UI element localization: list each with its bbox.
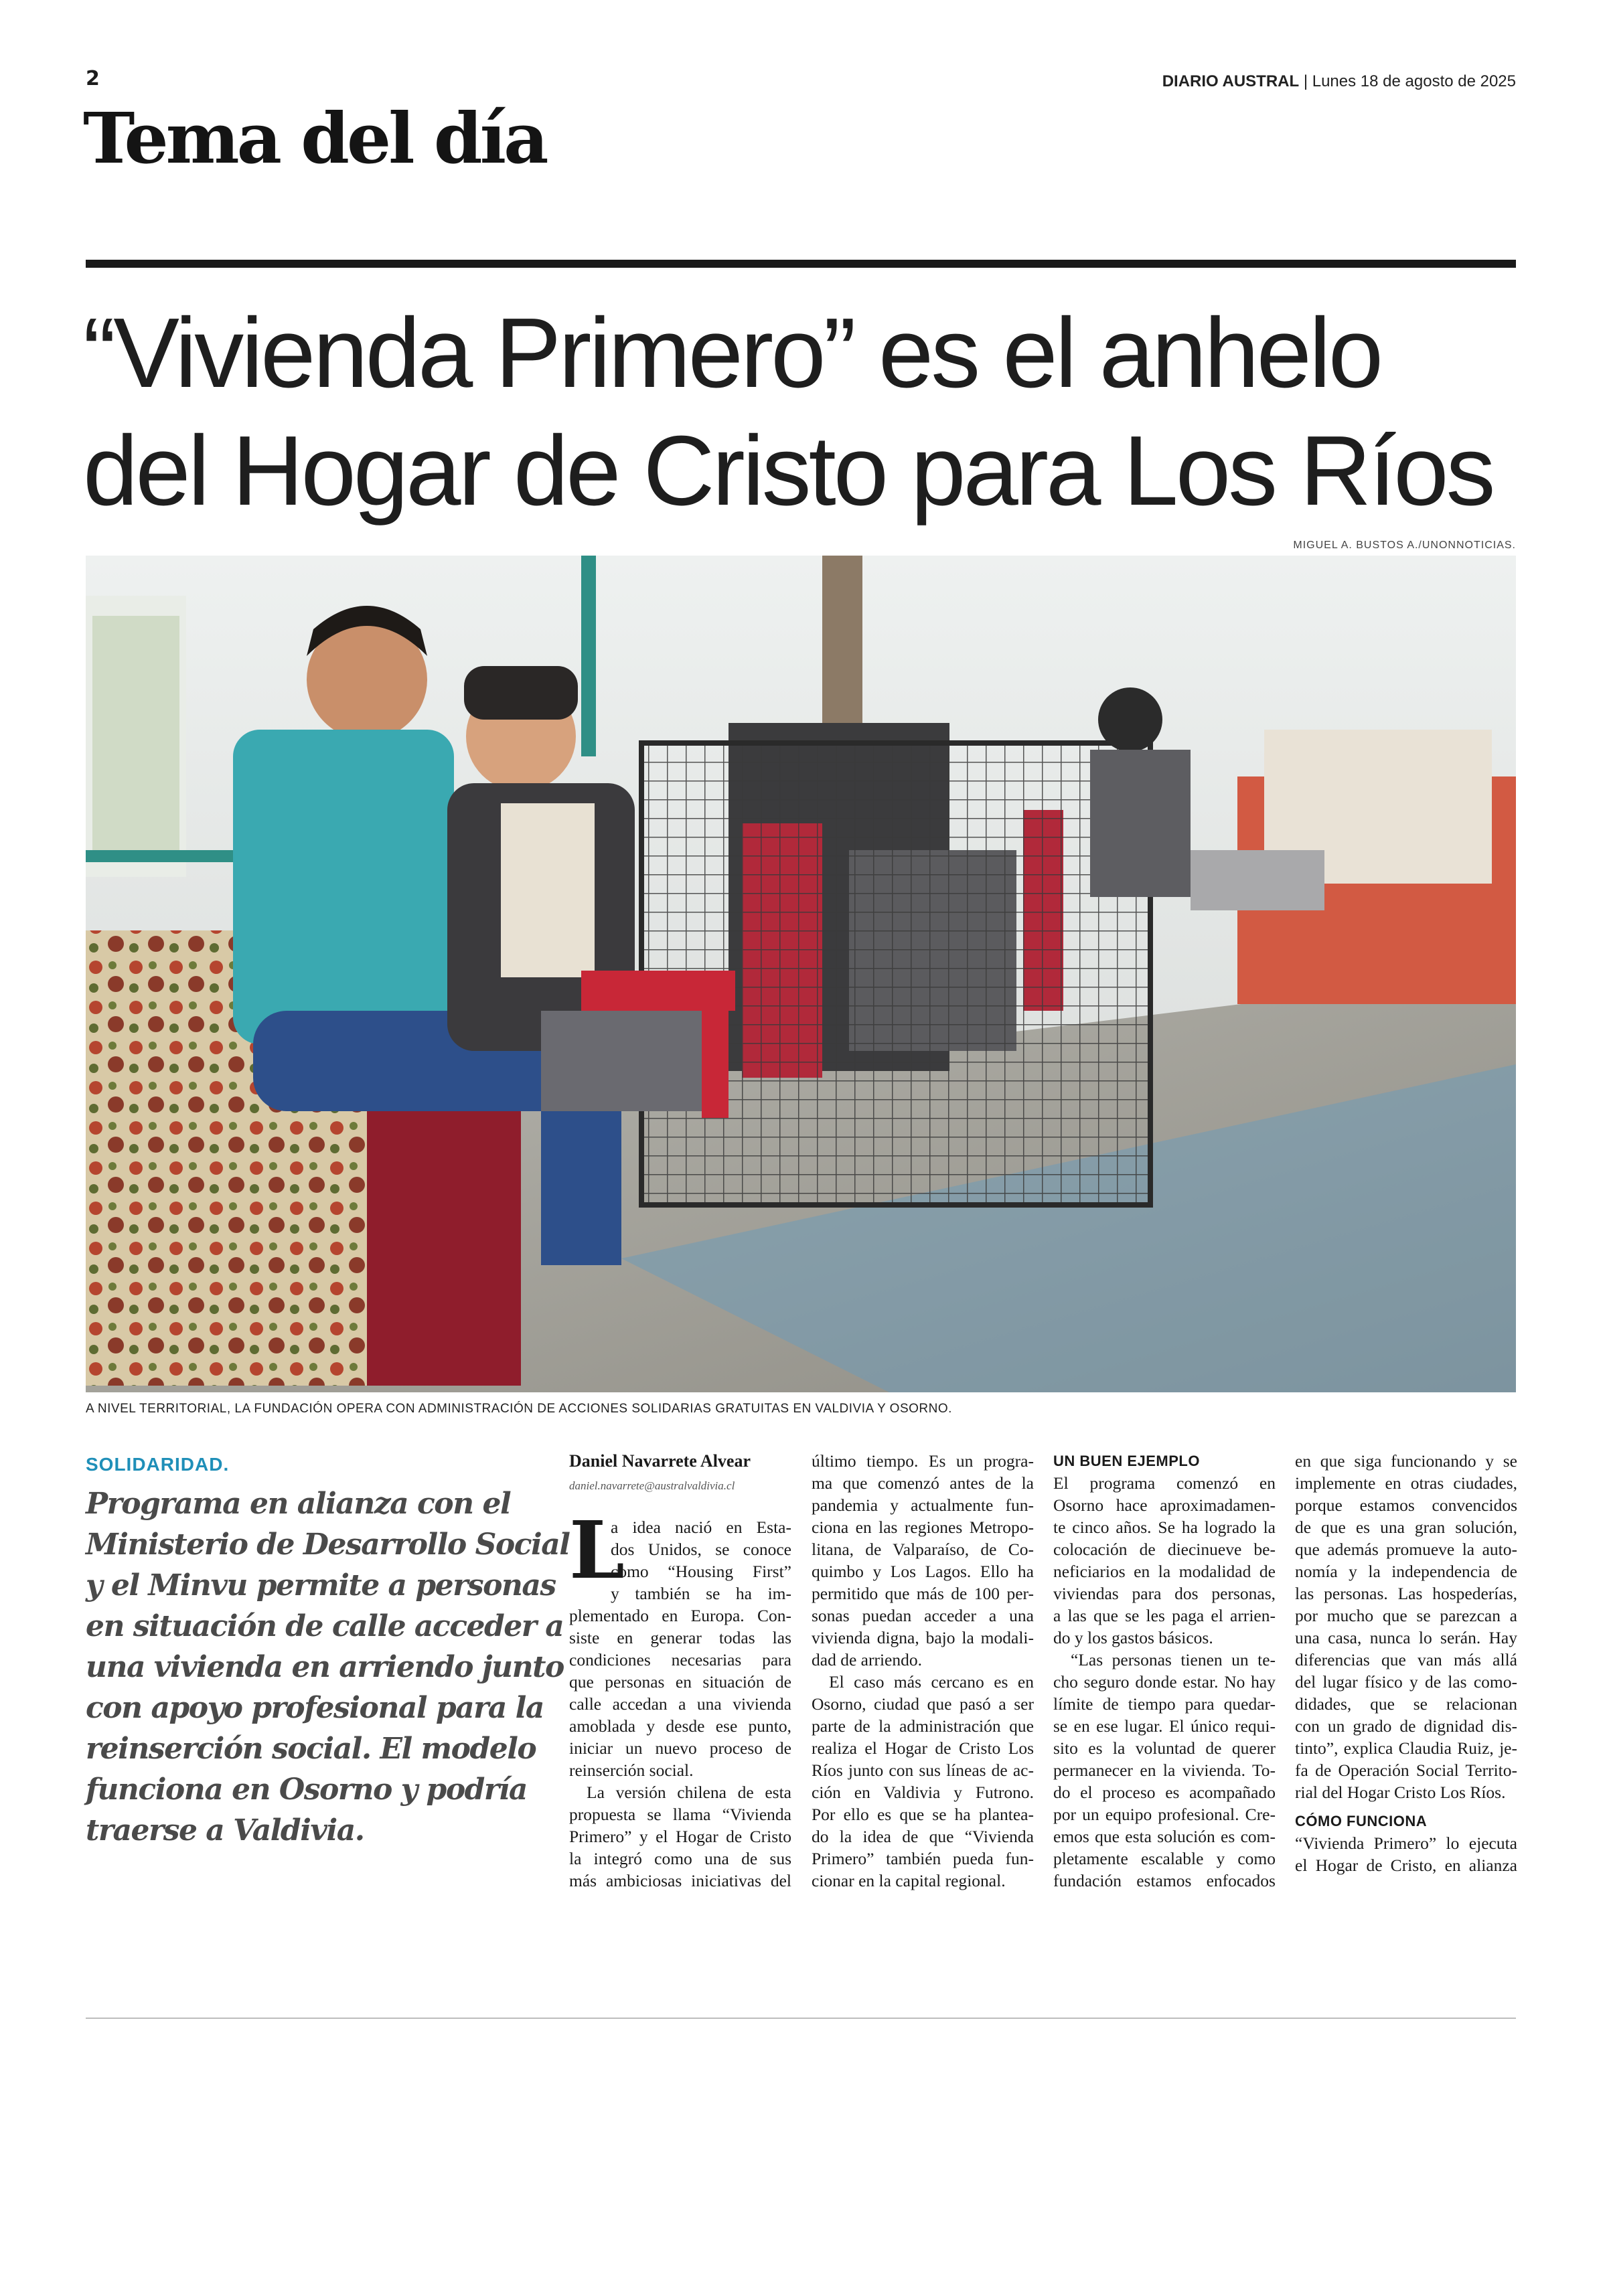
article-line: último tiempo. Es un progra-	[812, 1451, 1034, 1471]
article-line: realiza el Hogar de Cristo Los	[812, 1738, 1034, 1758]
article-line: dad de arriendo.	[812, 1650, 922, 1669]
article-line: sonas puedan acceder a una	[812, 1606, 1034, 1625]
article-line: tinto”, explica Claudia Ruiz, je-	[1295, 1738, 1517, 1758]
subhead-un-buen-ejemplo: UN BUEN EJEMPLO	[1053, 1453, 1200, 1469]
subhead-spacer	[1295, 1803, 1517, 1810]
summary-line: traerse a Valdivia.	[86, 1813, 364, 1848]
article-line: parte de la administración que	[812, 1716, 1034, 1736]
headline-line-1: “Vivienda Primero” es el anhelo	[83, 298, 1381, 408]
article-line: Primero” y el Hogar de Cristo	[569, 1827, 791, 1846]
author-email[interactable]: daniel.navarrete@australvaldivia.cl	[569, 1479, 735, 1492]
article-line: Ríos junto con sus líneas de ac-	[812, 1760, 1034, 1780]
article-line: vivienda digna, bajo la modali-	[812, 1628, 1034, 1647]
article-line: que además promueve la auto-	[1295, 1540, 1517, 1559]
article-line: más ambiciosas iniciativas del	[569, 1871, 791, 1890]
subhead-como-funciona: CÓMO FUNCIONA	[1295, 1813, 1428, 1829]
article-line: El caso más cercano es en	[829, 1672, 1034, 1692]
article-line: do el proceso es acompañado	[1053, 1783, 1276, 1802]
article-line: iniciar un nuevo proceso de	[569, 1738, 791, 1758]
article-line: del lugar físico y de las como-	[1295, 1672, 1517, 1692]
article-line: de que es una gran solución,	[1295, 1518, 1517, 1537]
headline-line-2: del Hogar de Cristo para Los Ríos	[83, 416, 1493, 526]
section-title: Tema del día	[83, 97, 546, 179]
article-line: La versión chilena de esta	[587, 1783, 791, 1802]
summary-line: funciona en Osorno y podría	[86, 1773, 527, 1807]
article-line: reinserción social.	[569, 1760, 694, 1780]
article-line: “Vivienda Primero” lo ejecuta	[1295, 1833, 1517, 1853]
article-line: Primero” también pueda fun-	[812, 1849, 1034, 1868]
article-line: el Hogar de Cristo, en alianza	[1295, 1856, 1517, 1875]
article-line: a las que se les paga el arrien-	[1053, 1606, 1276, 1625]
photo-caption: A NIVEL TERRITORIAL, LA FUNDACIÓN OPERA CON ADMINISTRACIÓN DE ACCIONES SOLIDARIAS GRATUITAS EN VALDIVIA Y OSORNO.	[86, 1402, 952, 1416]
article-line: diferencias que van más allá	[1295, 1650, 1517, 1669]
summary-line: reinserción social. El modelo	[86, 1732, 536, 1766]
article-line: calle accedan a una vivienda	[569, 1694, 791, 1714]
article-line: neficiarios en la modalidad de	[1053, 1562, 1276, 1581]
article-line: siste en generar todas las	[569, 1628, 791, 1647]
article-line: colocación de diecinueve be-	[1053, 1540, 1276, 1559]
article-line: ciona en las regiones Metropo-	[812, 1518, 1034, 1537]
article-line: do la idea de que “Vivienda	[812, 1827, 1034, 1846]
article-line: “Las personas tienen un te-	[1071, 1650, 1276, 1669]
article-line: litana, de Valparaíso, de Co-	[812, 1540, 1034, 1559]
article-line: cho seguro donde estar. No hay	[1053, 1672, 1276, 1692]
masthead-separator: |	[1299, 72, 1312, 90]
newspaper-name: DIARIO AUSTRAL	[1162, 72, 1300, 90]
article-line: cionar en la capital regional.	[812, 1871, 1006, 1890]
headline	[83, 295, 1556, 530]
drop-cap: L	[569, 1503, 625, 1596]
article-line: emos que esta solución es com-	[1053, 1827, 1276, 1846]
article-line: permitido que más de 100 per-	[812, 1584, 1034, 1603]
article-line: pletamente escalable y como	[1053, 1849, 1276, 1868]
article-line: fa de Operación Social Territo-	[1295, 1760, 1517, 1780]
article-line: las personas. Las hospederías,	[1295, 1584, 1517, 1603]
article-line: que personas en situación de	[569, 1672, 791, 1692]
summary-line: Programa en alianza con el	[86, 1487, 511, 1521]
article-line: didades, que se relacionan	[1295, 1694, 1517, 1714]
article-line: implemente en otras ciudades,	[1295, 1473, 1517, 1493]
kicker: SOLIDARIDAD.	[86, 1454, 230, 1475]
summary	[86, 1483, 570, 1851]
issue-date: Lunes 18 de agosto de 2025	[1312, 72, 1516, 90]
article-line: con un grado de dignidad dis-	[1295, 1716, 1517, 1736]
summary-line: una vivienda en arriendo junto	[86, 1650, 564, 1684]
article-line: fundación estamos enfocados	[1053, 1871, 1276, 1890]
article-line: se en ese lugar. El único requi-	[1053, 1716, 1276, 1736]
article-column-1	[569, 1450, 791, 1892]
article-line: propuesta se llama “Vivienda	[569, 1805, 791, 1824]
article-line: sito es la voluntad de querer	[1053, 1738, 1276, 1758]
summary-line: y el Minvu permite a personas	[86, 1568, 556, 1603]
page-number: 2	[86, 67, 100, 90]
article-line: condiciones necesarias para	[569, 1650, 791, 1669]
summary-line: en situación de calle acceder a	[86, 1609, 564, 1643]
article-line: Osorno hace aproximadamen-	[1053, 1495, 1276, 1515]
article-line: permanecer en la vivienda. To-	[1053, 1760, 1276, 1780]
byline: Daniel Navarrete Alvear	[569, 1451, 751, 1471]
article-line: do y los gastos básicos.	[1053, 1628, 1213, 1647]
summary-line: Ministerio de Desarrollo Social	[86, 1528, 570, 1562]
article-column-4	[1295, 1450, 1517, 1876]
article-line: Osorno, ciudad que pasó a ser	[812, 1694, 1034, 1714]
article-line: y también se ha im-	[611, 1584, 791, 1603]
article-line: viviendas para dos personas,	[1053, 1584, 1276, 1603]
article-line: límite de tiempo para quedar-	[1053, 1694, 1276, 1714]
article-line: te cinco años. Se ha logrado la	[1053, 1518, 1276, 1537]
article-line: como “Housing First”	[611, 1562, 791, 1581]
article-photo	[86, 556, 1516, 1392]
article-line: rial del Hogar Cristo Los Ríos.	[1295, 1783, 1506, 1802]
top-rule	[86, 260, 1516, 268]
article-line: la integró como una de sus	[569, 1849, 791, 1868]
photo-credit: MIGUEL A. BUSTOS A./UNONNOTICIAS.	[1293, 540, 1516, 551]
article-line: plementado en Europa. Con-	[569, 1606, 791, 1625]
article-line: por mucho que se parezcan a	[1295, 1606, 1517, 1625]
summary-line: con apoyo profesional para la	[86, 1691, 544, 1725]
article-line: amoblada y desde ese punto,	[569, 1716, 791, 1736]
article-line: ma que comenzó antes de la	[812, 1473, 1034, 1493]
article-line: quimbo y Los Lagos. Ello ha	[812, 1562, 1034, 1581]
article-column-2	[812, 1450, 1034, 1892]
article-line: por un equipo profesional. Cre-	[1053, 1805, 1276, 1824]
article-line: Por ello es que se ha plantea-	[812, 1805, 1034, 1824]
masthead	[1162, 72, 1516, 91]
article-column-3	[1053, 1450, 1276, 1892]
article-line: en que siga funcionando y se	[1295, 1451, 1517, 1471]
article-line: nomía y la independencia de	[1295, 1562, 1517, 1581]
article-line: a idea nació en Esta-	[611, 1518, 791, 1537]
article-line: ción en Valdivia y Futrono.	[812, 1783, 1034, 1802]
article-line: El programa comenzó en	[1053, 1473, 1276, 1493]
article-line: porque estamos convencidos	[1295, 1495, 1517, 1515]
bottom-rule	[86, 2018, 1516, 2019]
article-line: una casa, nunca lo serán. Hay	[1295, 1628, 1517, 1647]
article-line: pandemia y actualmente fun-	[812, 1495, 1034, 1515]
article-line: dos Unidos, se conoce	[611, 1540, 791, 1559]
